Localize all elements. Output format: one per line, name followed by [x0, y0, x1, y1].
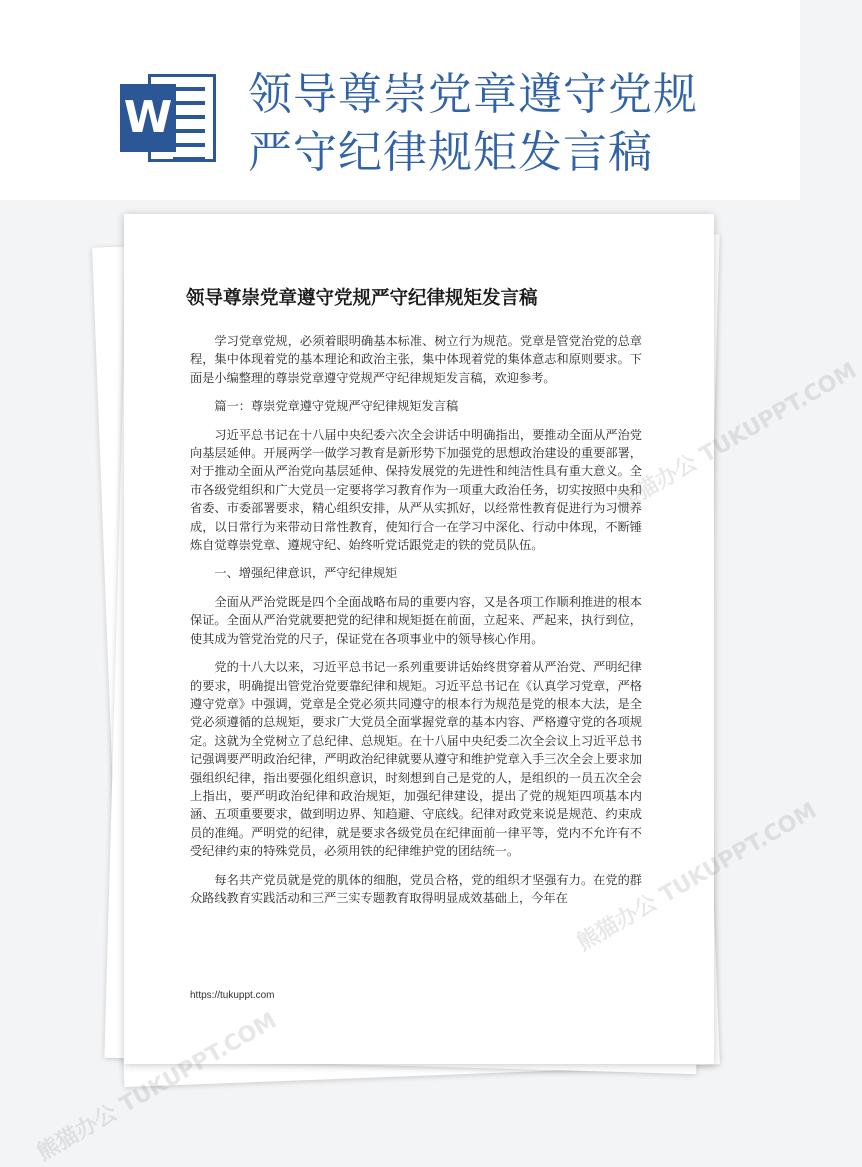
word-document-icon: [120, 74, 216, 162]
paragraph-body: 每名共产党员就是党的肌体的细胞，党员合格，党的组织才坚强有力。在党的群众路线教育实践活动和三严三实专题教育取得明显成效基础上，今年在: [190, 872, 642, 905]
watermark-text: 熊猫办公 TUKUPPT.COM: [612, 358, 862, 517]
document-body: [190, 332, 642, 917]
paragraph-body: 习近平总书记在十八届中央纪委六次全会讲话中明确指出，要推动全面从严治党向基层延伸。开展两学一做学习教育是新形势下加强党的思想政治建设的重要部署，对于推动全面从严治党向基层延伸、保持发展党的先进性和纯洁性具有重大意义。全市各级党组织和广大党员一定要将学习教育作为一项重大政治任务，切实按照中央和省委、市委部署要求，精心组织安排，从严从实抓好，以经常性教育促进行为习惯养成，以日常行为来带动日常性教育，使知行合一在学习中深化、行动中体现，不断锤炼自觉尊崇党章、遵规守纪、始终听党话跟党走的铁的党员队伍。: [190, 427, 642, 553]
paragraph-body: 全面从严治党既是四个全面战略布局的重要内容，又是各项工作顺利推进的根本保证。全面从严治党就要把党的纪律和规矩挺在前面，立起来、严起来，执行到位，使其成为管党治党的尺子，保证党在各项事业中的领导核心作用。: [190, 594, 642, 646]
banner-title: [248, 66, 768, 182]
banner-title-line-2: 严守纪律规矩发言稿: [248, 127, 653, 178]
paragraph-body: 党的十八大以来，习近平总书记一系列重要讲话始终贯穿着从严治党、严明纪律的要求，明确提出管党治党要靠纪律和规矩。习近平总书记在《认真学习党章，严格遵守党章》中强调，党章是全党必须共同遵守的根本行为规范是党的根本大法，是全党必须遵循的总规矩，要求广大党员全面掌握党章的基本内容、严格遵守党的各项规定。这就为全党树立了总纪律、总规矩。在十八届中央纪委二次全会议上习近平总书记强调要严明政治纪律，严明政治纪律就要从遵守和维护党章入手三次全会上要求加强组织纪律，指出要强化组织意识，时刻想到自己是党的人，是组织的一员五次全会上指出，要严明政治纪律和政治规矩，加强纪律建设，提出了党的规矩四项基本内涵、五项重要要求，做到明边界、知趋避、守底线。纪律对政党来说是规范、约束成员的准绳。严明党的纪律，就是要求各级党员在纪律面前一律平等，党内不允许有不受纪律约束的特殊党员，必须用铁的纪律维护党的团结统一。: [190, 660, 642, 859]
watermark-text: TUKUPPT.COM: [655, 798, 822, 909]
banner-title-line-1: 领导尊崇党章遵守党规: [248, 69, 698, 120]
paragraph-subheading: 一、增强纪律意识，严守纪律规矩: [214, 566, 398, 581]
document-title: 领导尊崇党章遵守党规严守纪律规矩发言稿: [186, 288, 538, 309]
word-icon-letter: W: [120, 84, 176, 152]
footer-url: https://tukuppt.com: [190, 990, 275, 1001]
watermark-text: 熊猫办公 TUKUPPT.COM: [32, 1008, 282, 1167]
banner: [0, 0, 800, 200]
document-page: [124, 214, 714, 1064]
paragraph-intro: 学习党章党规，必须着眼明确基本标准、树立行为规范。党章是管党治党的总章程，集中体现着党的基本理论和政治主张，集中体现着党的集体意志和原则要求。下面是小编整理的尊崇党章遵守党规严守纪律规矩发言稿，欢迎参考。: [190, 334, 642, 385]
paragraph-section-heading: 篇一：尊崇党章遵守党规严守纪律规矩发言稿: [214, 399, 459, 414]
